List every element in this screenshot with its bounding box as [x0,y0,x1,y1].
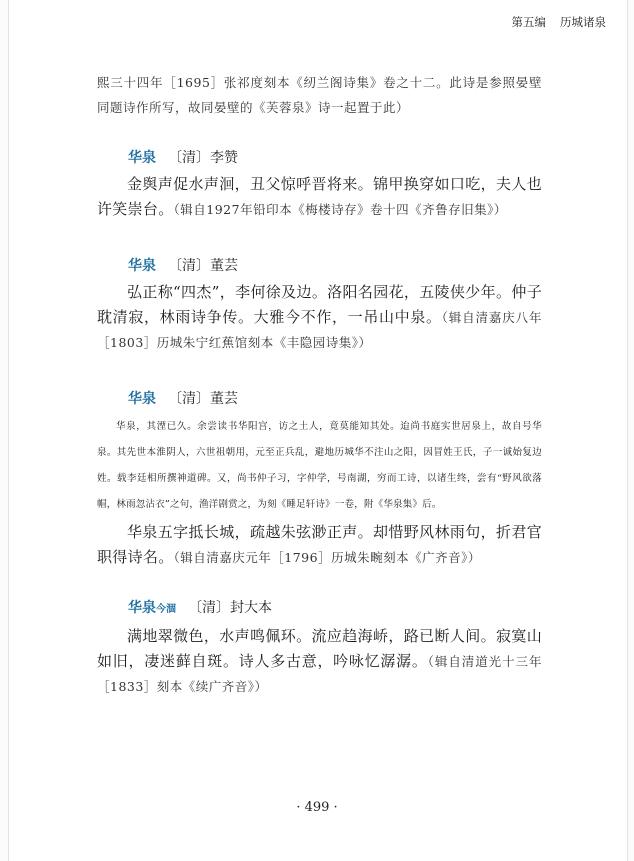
poem-source-note: （辑自清道光十三年［1833］刻本《续广齐音》） [97,654,542,694]
poem-preface: 华泉，其湮已久。余尝读书华阳宫，访之土人，竟莫能知其处。迨尚书庭实世居泉上，故自号华泉。其先世本淮阴人，六世祖朝用，元至正兵乱，避地历城华不注山之阳，因冒姓王氏，子一诚始复边姓。载李廷相所撰神道碑。又，尚书仲子习，字仲学，号南湖，穷而工诗，以诸生终，尝有“野风欲落帽，林雨忽沾衣”之句，渔洋剧赏之，为刻《睡足轩诗》一卷，附《华泉集》后。 [97,421,542,510]
poem-block [97,388,542,570]
poem-title [97,255,542,277]
poem-author: 〔清〕董芸 [168,391,238,407]
intro-continuation: 熙三十四年［1695］张祁度刻本《纫兰阁诗集》卷之十二。此诗是参照晏壁同题诗作所写，故同晏壁的《芙蓉泉》诗一起置于此） [97,75,542,115]
poem-body: 金舆声促水声洄，丑父惊呼晋将来。锦甲换穿如口吃，夫人也许笑崇台。（辑自1927年铅印本《梅楼诗存》卷十四《齐鲁存旧集》） [97,175,542,218]
poem-name: 华泉 [128,150,156,166]
poem-source-note: （辑自清嘉庆元年［1796］历城朱畹刻本《广齐音》） [173,550,481,565]
poem-source-note: （辑自1927年铅印本《梅楼诗存》卷十四《齐鲁存旧集》） [173,202,507,217]
poem-author: 〔清〕董芸 [168,258,238,274]
page-number: · 499 · [296,800,338,815]
page-content [97,70,542,699]
poem-title [97,597,542,621]
poem-author: 〔清〕封大本 [188,600,272,616]
poem-name: 华泉 [128,600,156,616]
poem-title [97,147,542,169]
poem-source-note: （辑自清嘉庆八年［1803］历城朱宁红蕉馆刻本《丰隐园诗集》） [97,310,542,350]
poem-block [97,147,542,222]
poem-body: 华泉五字抵长城，疏越朱弦渺正声。却惜野风林雨句，折君官职得诗名。（辑自清嘉庆元年［1796］历城朱畹刻本《广齐音》） [97,523,542,566]
header-section: 历城诸泉 [560,15,606,29]
poem-name: 华泉 [128,391,156,407]
poem-author: 〔清〕李赞 [168,150,238,166]
poem-body: 满地翠微色，水声鸣佩环。流应趋海峤，路已断人间。寂寞山如旧，凄迷藓自斑。诗人多古意，吟咏忆潺潺。（辑自清道光十三年［1833］刻本《续广齐音》） [97,627,542,694]
running-header [512,14,607,30]
poem-title [97,388,542,410]
poem-subtitle: 今涸 [156,604,176,615]
poem-body: 弘正称“四杰”，李何徐及边。洛阳名园花，五陵侠少年。仲子耽清寂，林雨诗争传。大雅今不作，一吊山中泉。（辑自清嘉庆八年［1803］历城朱宁红蕉馆刻本《丰隐园诗集》） [97,283,542,350]
header-part: 第五编 [511,15,546,29]
poem-block [97,597,542,699]
poem-block [97,255,542,355]
poem-name: 华泉 [128,258,156,274]
